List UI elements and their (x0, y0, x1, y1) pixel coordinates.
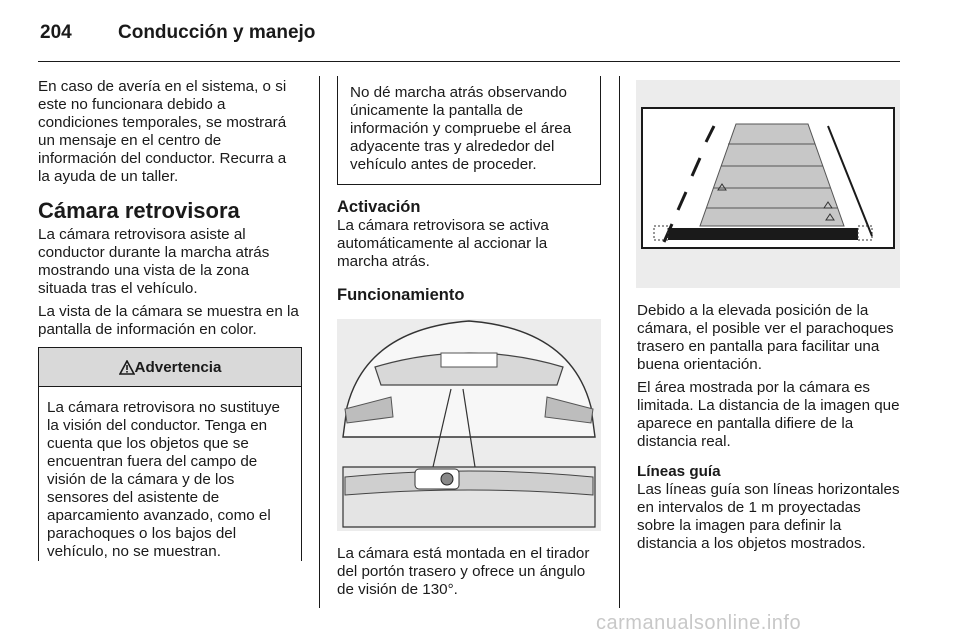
page-number: 204 (40, 22, 72, 43)
paragraph: El área mostrada por la cámara es limitada. La distancia de la imagen que aparece en pantalla difiere de la distancia real. (637, 379, 900, 450)
warning-triangle-icon (119, 360, 135, 375)
warning-title: Advertencia (134, 358, 222, 376)
paragraph: La cámara retrovisora asiste al conductor durante la marcha atrás mostrando una vista de la zona situada tras el vehículo. (38, 226, 270, 297)
activation-paragraph: La cámara retrovisora se activa automáticamente al accionar la marcha atrás. (337, 217, 549, 270)
watermark: carmanualsonline.info (596, 612, 802, 634)
paragraph: La vista de la cámara se muestra en la pantalla de información en color. (38, 303, 299, 338)
activation-heading: Activación (337, 198, 421, 216)
guides-paragraph: Las líneas guía son líneas horizontales en intervalos de 1 m proyectadas sobre la imagen para definir la distancia a los objetos mostrados. (637, 481, 900, 552)
camera-location-illustration (337, 319, 601, 531)
page-title: Conducción y manejo (118, 22, 316, 43)
column-left (38, 78, 302, 561)
warning-header (39, 347, 301, 387)
warning-text: La cámara retrovisora no sustituye la visión del conductor. Tenga en cuenta que los objetos que se encuentran fuera del campo de visión de la cámara y de los sensores del asistente de aparcamiento avanzado, como el parachoques o los bajos del vehículo, no se muestran. (47, 399, 280, 560)
figure-caption: La cámara está montada en el tirador del portón trasero y ofrece un ángulo de visión de 130°. (337, 545, 590, 598)
column-divider (619, 76, 620, 608)
paragraph: Debido a la elevada posición de la cámara, el posible ver el parachoques trasero en pantalla para facilitar una buena orientación. (637, 302, 894, 373)
column-middle (337, 76, 601, 604)
column-divider (319, 76, 320, 608)
intro-paragraph: En caso de avería en el sistema, o si este no funcionara debido a condiciones temporales, se mostrará un mensaje en el centro de información del conductor. Recurra a la ayuda de un taller. (38, 78, 287, 185)
guides-heading: Líneas guía (637, 463, 721, 480)
rear-camera-display-diagram (636, 80, 900, 288)
page-header (38, 20, 900, 62)
column-right (637, 302, 901, 558)
warning-box (38, 347, 302, 561)
function-heading: Funcionamiento (337, 286, 465, 304)
warning-continuation: No dé marcha atrás observando únicamente la pantalla de información y compruebe el área adyacente tras y alrededor del vehículo antes de proceder. (337, 76, 601, 185)
section-heading: Cámara retrovisora (38, 198, 240, 223)
